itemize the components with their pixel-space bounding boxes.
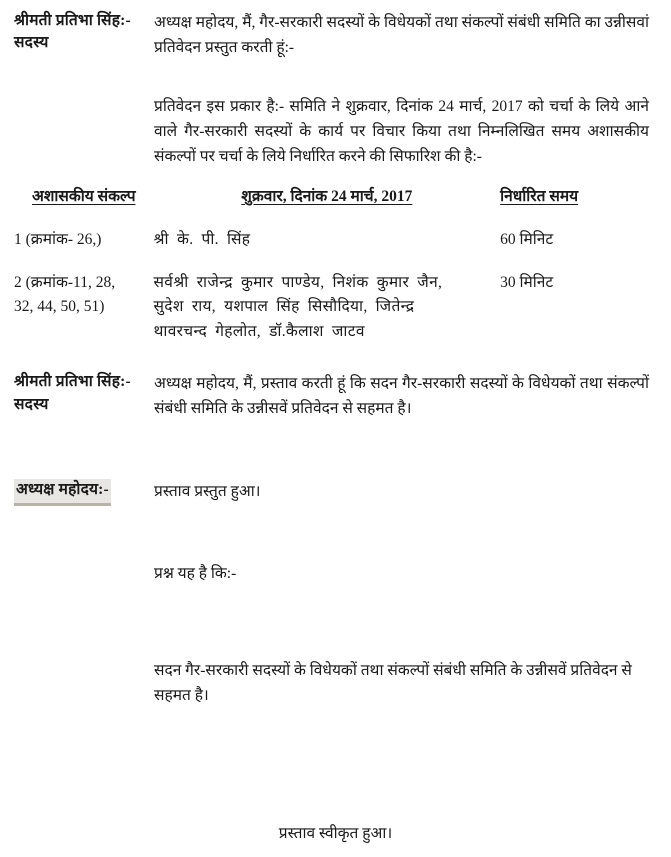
table-header-row bbox=[14, 185, 649, 210]
paragraph-text: अध्यक्ष महोदय, मैं, गैर-सरकारी सदस्यों के विधेयकों तथा संकल्पों संबंधी समिति का उन्नीसवां प्रतिवेदन प्रस्तुत करती हूं:- bbox=[154, 14, 649, 57]
paragraph-text: सदन गैर-सरकारी सदस्यों के विधेयकों तथा संकल्पों संबंधी समिति के उन्नीसवें प्रतिवेदन से सहमत है। bbox=[154, 661, 632, 705]
table-head bbox=[14, 185, 649, 210]
motion-result-text: प्रस्ताव स्वीकृत हुआ। bbox=[278, 825, 393, 842]
speech-paragraph-4 bbox=[154, 479, 649, 504]
spacer bbox=[14, 345, 649, 371]
resolutions-table bbox=[14, 185, 649, 345]
paragraph-text: प्रस्ताव प्रस्तुत हुआ। bbox=[154, 483, 261, 501]
table-row bbox=[14, 271, 649, 345]
speech-paragraph-3 bbox=[154, 371, 649, 421]
speaker-label: अध्यक्ष महोदय:- bbox=[14, 479, 111, 505]
cell-member-names bbox=[154, 228, 501, 253]
speaker-role-label: सदस्य bbox=[14, 395, 49, 413]
resolution-number-line: 32, 44, 50, 51) bbox=[14, 298, 105, 316]
motion-result-note bbox=[0, 821, 671, 843]
speaker-name-pratibha-singh-2 bbox=[14, 371, 154, 416]
cell-resolution-number bbox=[14, 271, 154, 345]
question-body bbox=[154, 658, 649, 709]
table-body bbox=[14, 210, 649, 345]
spacer-cell bbox=[14, 253, 154, 271]
table-row-spacer bbox=[14, 210, 649, 228]
table-row bbox=[14, 228, 649, 253]
member-name-line: सुदेश राय, यशपाल सिंह सिसौदिया, जितेन्द्र bbox=[153, 298, 415, 316]
paragraph-text: प्रश्न यह है कि:- bbox=[154, 565, 237, 583]
speech-block-report-presentation bbox=[14, 10, 649, 60]
paragraph-text: प्रतिवेदन इस प्रकार है:- समिति ने शुक्रवार, दिनांक 24 मार्च, 2017 को चर्चा के लिये आने वाले गैर-सरकारी सदस्यों के कार्य पर विचार किया तथा निम्नलिखित समय अशासकीय संकल्पों पर चर्चा के लिये निर्धारित करने की सिफारिश की है:- bbox=[154, 97, 649, 165]
spacer bbox=[14, 506, 649, 546]
cell-allotted-time: 60 मिनिट bbox=[500, 230, 554, 248]
column-header-date: शुक्रवार, दिनांक 24 मार्च, 2017 bbox=[241, 188, 413, 206]
table-row-spacer bbox=[14, 253, 649, 271]
member-name-line: थावरचन्द गेहलोत, डॉ.कैलाश जाटव bbox=[153, 323, 365, 341]
speech-block-motion bbox=[14, 371, 649, 421]
spacer bbox=[14, 421, 649, 461]
question-statement bbox=[154, 561, 649, 587]
speaker-label: श्रीमती प्रतिभा सिंह:- bbox=[14, 373, 131, 391]
cell-allotted-time: 30 मिनिट bbox=[500, 273, 554, 291]
speaker-label: श्रीमती प्रतिभा सिंह:- bbox=[14, 12, 131, 29]
speech-paragraph-2 bbox=[154, 94, 649, 169]
resolution-number-line: 2 (क्रमांक-11, 28, bbox=[14, 273, 116, 291]
spacer-cell bbox=[500, 253, 649, 271]
column-header-time: निर्धारित समय bbox=[500, 188, 579, 206]
column-header-resolution: अशासकीय संकल्प bbox=[32, 188, 136, 206]
cell-member-names bbox=[154, 271, 501, 345]
resolution-number-line: 1 (क्रमांक- 26,) bbox=[14, 230, 102, 248]
spacer bbox=[14, 461, 649, 479]
spacer-cell bbox=[14, 210, 154, 228]
spacer-cell bbox=[154, 210, 501, 228]
member-name-line: श्री के. पी. सिंह bbox=[153, 230, 251, 248]
paragraph-text: अध्यक्ष महोदय, मैं, प्रस्ताव करती हूं कि सदन गैर-सरकारी सदस्यों के विधेयकों तथा संकल्पों संबंधी समिति के उन्नीसवें प्रतिवेदन से सहमत है। bbox=[154, 375, 649, 418]
cell-resolution-number bbox=[14, 228, 154, 253]
spacer bbox=[14, 60, 649, 78]
speaker-role-label: सदस्य bbox=[14, 34, 49, 52]
speaker-name-pratibha-singh bbox=[14, 10, 154, 55]
speech-paragraph-1 bbox=[154, 10, 649, 60]
member-name-line: सर्वश्री राजेन्द्र कुमार पाण्डेय, निशंक कुमार जैन, bbox=[153, 273, 443, 291]
spacer-cell bbox=[154, 253, 501, 271]
speech-block-speaker-chair bbox=[14, 479, 649, 505]
speaker-name-adhyaksh bbox=[14, 479, 154, 505]
spacer bbox=[14, 602, 649, 642]
spacer-cell bbox=[500, 210, 649, 228]
